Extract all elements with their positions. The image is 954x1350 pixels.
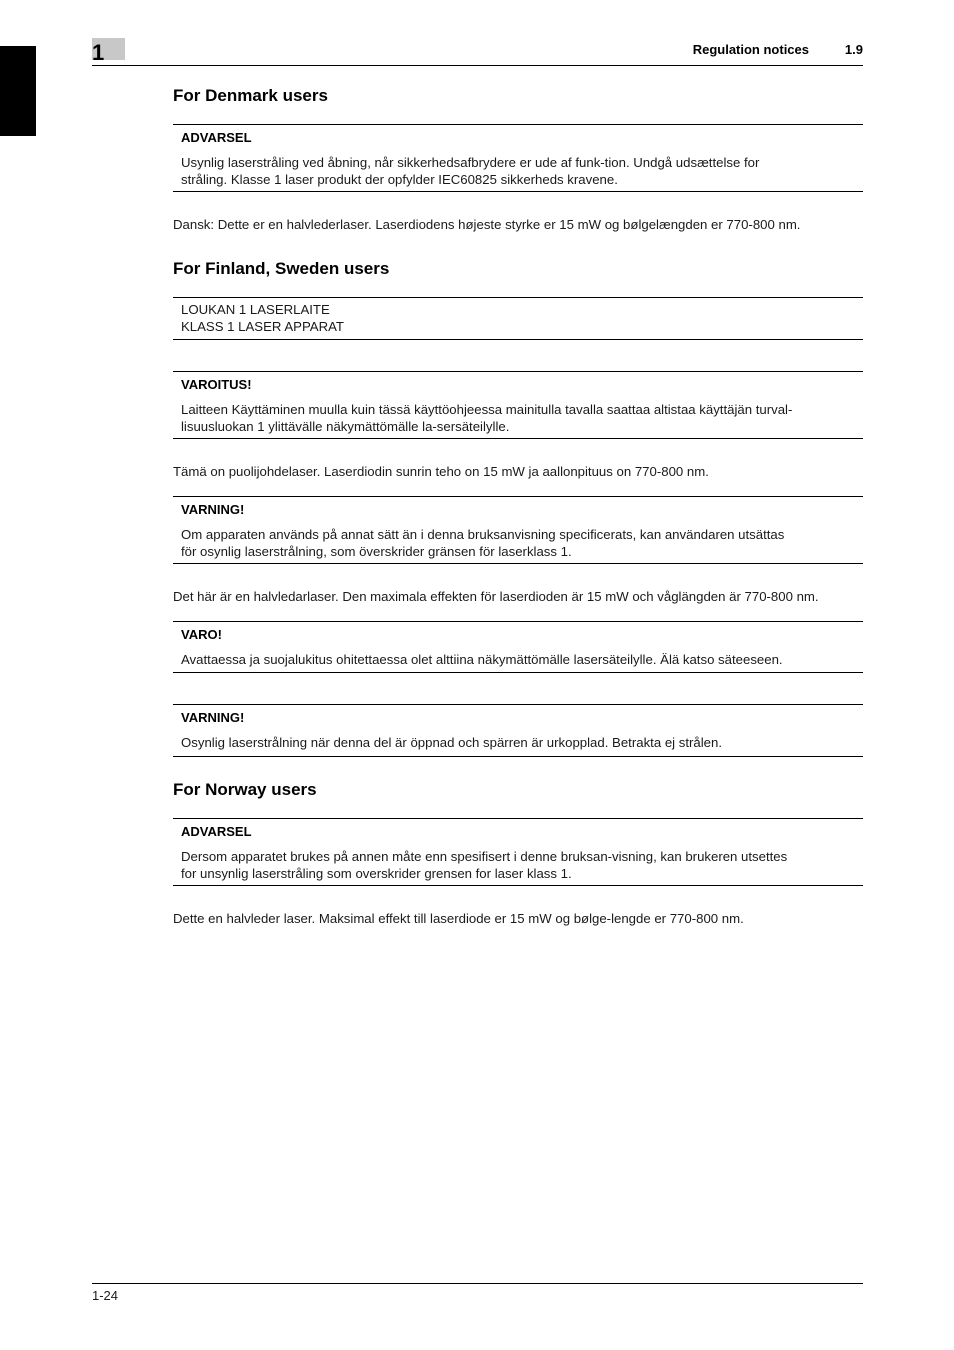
- norway-warning-title: ADVARSEL: [181, 824, 252, 839]
- varning-2-line-1: Osynlig laserstrålning när denna del är öppnad och spärren är urkopplad. Betrakta ej strålen.: [181, 735, 723, 750]
- norway-warning-box: [173, 818, 863, 886]
- chapter-number: 1: [92, 40, 105, 65]
- denmark-paragraph: Dansk: Dette er en halvlederlaser. Laserdiodens højeste styrke er 15 mW og bølgelængden er 770-800 nm.: [173, 217, 801, 232]
- laser-class-box: [173, 297, 863, 340]
- varo-title: VARO!: [181, 627, 222, 642]
- denmark-warning-line-2: stråling. Klasse 1 laser produkt der opfylder IEC60825 sikkerheds kravene.: [181, 171, 618, 187]
- varoitus-title: VAROITUS!: [181, 377, 252, 392]
- denmark-warning-title: ADVARSEL: [181, 130, 252, 145]
- varning-title-2: VARNING!: [181, 710, 245, 725]
- denmark-warning-box: [173, 124, 863, 192]
- varoitus-warning-box: [173, 371, 863, 439]
- varo-line-1: Avattaessa ja suojalukitus ohitettaessa olet alttiina näkymättömälle lasersäteilylle. Älä katso säteeseen.: [181, 652, 783, 667]
- header-section-title: Regulation notices: [692, 42, 809, 57]
- finland-sweden-heading: For Finland, Sweden users: [173, 259, 390, 278]
- varning-title-1: VARNING!: [181, 502, 245, 517]
- denmark-heading: For Denmark users: [173, 86, 328, 105]
- varo-warning-box: [173, 621, 863, 673]
- varning-1-line-1: Om apparaten används på annat sätt än i denna bruksanvisning specificerats, kan användaren utsättas: [181, 527, 785, 542]
- finnish-paragraph: Tämä on puolijohdelaser. Laserdiodin sunrin teho on 15 mW ja aallonpituus on 770-800 nm.: [173, 464, 709, 479]
- varning-1-line-2: för osynlig laserstrålning, som överskrider gränsen för laserklass 1.: [181, 543, 572, 559]
- varoitus-line-2: lisuusluokan 1 ylittävälle näkymättömälle la-sersäteilylle.: [181, 418, 510, 434]
- norway-heading: For Norway users: [173, 780, 317, 799]
- varning-warning-box-2: [173, 704, 863, 757]
- varning-warning-box-1: [173, 496, 863, 564]
- norway-warning-line-2: for unsynlig laserstråling som overskrider grensen for laser klass 1.: [181, 865, 572, 881]
- chapter-side-tab: [0, 46, 36, 136]
- varoitus-line-1: Laitteen Käyttäminen muulla kuin tässä käyttöohjeessa mainitulla tavalla saattaa altistaa käyttäjän turval-: [181, 402, 793, 417]
- footer-page-number: 1-24: [92, 1288, 119, 1303]
- norway-paragraph: Dette en halvleder laser. Maksimal effekt till laserdiode er 15 mW og bølge-lengde er 770-800 nm.: [173, 911, 744, 926]
- header-rule: [92, 65, 863, 66]
- swedish-paragraph: Det här är en halvledarlaser. Den maximala effekten för laserdioden är 15 mW och våglängden är 770-800 nm.: [173, 589, 819, 604]
- norway-warning-line-1: Dersom apparatet brukes på annen måte enn spesifisert i denne bruksan-visning, kan brukeren utsettes: [181, 849, 788, 864]
- laser-class-line-2: KLASS 1 LASER APPARAT: [181, 318, 344, 334]
- laser-class-line-1: LOUKAN 1 LASERLAITE: [181, 302, 330, 317]
- footer-rule: [92, 1283, 863, 1284]
- denmark-warning-line-1: Usynlig laserstråling ved åbning, når sikkerhedsafbrydere er ude af funk-tion. Undgå udsættelse for: [181, 155, 760, 170]
- header-section-number: 1.9: [844, 42, 863, 57]
